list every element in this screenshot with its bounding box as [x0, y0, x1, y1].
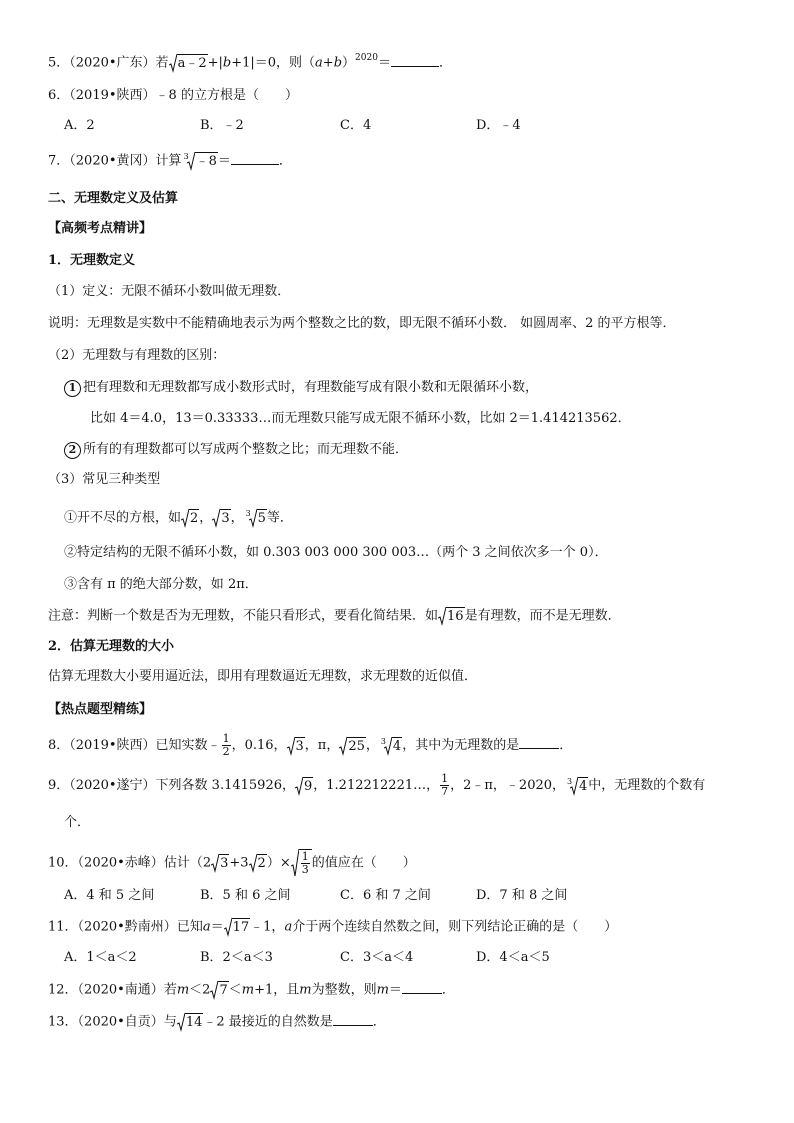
question-text: ﹣8 的立方根是（ ）	[155, 88, 298, 103]
option-b[interactable]: B．5 和 6 之间	[200, 888, 291, 903]
question-source: （2020•赤峰）	[77, 855, 164, 871]
question-5: 5．（2020•广东）若 a﹣2 +|b+1|＝0，则$(a+b)^{2020}=$ ．	[48, 52, 452, 71]
option-a[interactable]: A．2	[64, 118, 95, 133]
type-2: ②特定结构的无限不循环小数，如 0.303 003 000 300 003…（两个 3 之间依次多一个 0）．	[64, 545, 608, 560]
answer-blank[interactable]	[519, 736, 559, 749]
option-d[interactable]: D．7 和 8 之间	[476, 888, 568, 903]
exponent: 2020	[355, 52, 378, 63]
sqrt-expression: 3	[212, 508, 230, 528]
question-source: （2020•自贡）	[77, 1014, 164, 1030]
answer-blank[interactable]	[402, 981, 442, 994]
question-11: 11．（2020•黔南州）已知a＝ 17 ﹣1，a介于两个连续自然数之间，则下列结论正确的是（ ）	[48, 917, 617, 938]
option-c[interactable]: C．3＜a＜4	[340, 950, 414, 965]
question-10: 10．（2020•赤峰）估计（2 3 +3 2 ）× $\frac{1}{3}$ 的值应在（ ）	[48, 850, 416, 876]
sqrt-expression: 7	[210, 980, 228, 1000]
note: 注意：判断一个数是否为无理数，不能只看形式，要看化简结果．如 16 是有理数，而不是无理数．	[48, 606, 621, 627]
sqrt-expression: 14	[177, 1012, 204, 1032]
sqrt-expression: 3	[211, 853, 229, 873]
circled-number: 2	[64, 442, 81, 459]
cube-root-expression: 3 ﹣8	[183, 152, 217, 169]
fraction: $\frac{1}{7}$	[441, 772, 449, 798]
option-b[interactable]: B．﹣2	[200, 118, 244, 133]
fraction: $\frac{1}{2}$	[222, 732, 230, 758]
sqrt-expression: a﹣2	[169, 53, 208, 73]
sqrt-expression: 16	[438, 606, 465, 626]
question-number: 10．	[48, 855, 78, 871]
question-number: 6．	[48, 88, 70, 103]
question-text: 若	[155, 55, 169, 71]
question-source: （2020•遂宁）	[69, 778, 156, 793]
section-title: 二、无理数定义及估算	[48, 191, 179, 206]
sqrt-expression: 3	[287, 736, 305, 756]
type-1: ①开不尽的方根，如 2 ， 3 ， 3 5 等．	[64, 509, 293, 526]
circled-number: 1	[64, 380, 81, 397]
answer-blank[interactable]	[231, 152, 279, 165]
option-a[interactable]: A．1＜a＜2	[64, 950, 137, 965]
question-number: 11．	[48, 919, 78, 935]
explanation: 说明：无理数是实数中不能精确地表示为两个整数之比的数，即无限不循环小数． 如圆周率、2 的平方根等．	[48, 316, 676, 331]
sqrt-expression: 9	[295, 776, 313, 796]
cube-root-expression: 3 4	[380, 736, 402, 754]
question-9: 9．（2020•遂宁）下列各数 3.1415926， 9 ，1.212212221…， $\frac{1}{7}$ ，2﹣π，﹣2020， 3 4 中，无理数的个数有	[48, 772, 706, 798]
fraction: $\frac{1}{3}$	[301, 850, 309, 876]
cube-root-expression: 3 5	[245, 509, 266, 526]
question-12: 12．（2020•南通）若m＜2 7 ＜m+1，且m为整数，则m＝ ．	[48, 980, 455, 1001]
answer-blank[interactable]	[333, 1013, 373, 1026]
question-number: 7．	[48, 153, 70, 169]
question-number: 5．	[48, 55, 70, 71]
question-source: （2020•南通）	[77, 982, 164, 998]
sqrt-expression: 2	[249, 853, 267, 873]
option-d[interactable]: D．﹣4	[476, 118, 521, 133]
point-1: 1 把有理数和无理数都写成小数形式时，有理数能写成有限小数和无限循环小数，	[64, 378, 538, 398]
question-source: （2020•广东）	[69, 55, 156, 71]
type-3: ③含有 π 的绝大部分数，如 2π．	[64, 577, 258, 592]
subsection-label: 【热点题型精练】	[48, 702, 153, 717]
question-source: （2019•陕西）	[69, 88, 156, 103]
question-number: 8．	[48, 738, 70, 753]
point-2: 2 所有的有理数都可以写成两个整数之比；而无理数不能．	[64, 440, 408, 460]
estimation-text: 估算无理数大小要用逼近法，即用有理数逼近无理数，求无理数的近似值．	[48, 669, 478, 684]
sqrt-expression: 17	[224, 917, 251, 937]
sqrt-expression: 25	[339, 736, 366, 756]
question-6	[48, 86, 298, 106]
heading-2: 2．估算无理数的大小	[48, 639, 175, 654]
definition-1: （1）定义：无限不循环小数叫做无理数．	[48, 284, 291, 299]
option-a[interactable]: A．4 和 5 之间	[64, 888, 155, 903]
question-number: 12．	[48, 982, 78, 998]
definition-3: （3）常见三种类型	[48, 472, 161, 487]
option-c[interactable]: C．6 和 7 之间	[340, 888, 431, 903]
question-13: 13．（2020•自贡）与 14 ﹣2 最接近的自然数是 ．	[48, 1012, 386, 1033]
option-b[interactable]: B．2＜a＜3	[200, 950, 273, 965]
definition-2: （2）无理数与有理数的区别：	[48, 348, 226, 363]
option-c[interactable]: C．4	[340, 118, 372, 133]
heading-1: 1．无理数定义	[48, 253, 136, 268]
question-9-continued: 个．	[64, 815, 91, 830]
question-source: （2020•黄冈）	[69, 153, 156, 169]
question-8: 8．（2019•陕西）已知实数﹣ $\frac{1}{2}$ ，0.16， 3 ，π， 25 ， 3 4 ，其中为无理数的是 ．	[48, 732, 573, 758]
question-number: 13．	[48, 1014, 78, 1030]
point-1-continued: 比如 4＝4.0，13＝0.33333…而无理数只能写成无限不循环小数，比如 2＝1.414213562．	[90, 411, 631, 426]
question-number: 9．	[48, 778, 70, 793]
option-d[interactable]: D．4＜a＜5	[476, 950, 550, 965]
answer-blank[interactable]	[391, 54, 439, 67]
question-source: （2020•黔南州）	[77, 919, 177, 935]
question-7: 7．（2020•黄冈）计算 3 ﹣8 ＝ ．	[48, 152, 292, 169]
question-source: （2019•陕西）	[69, 738, 156, 753]
sqrt-expression: 2	[181, 508, 199, 528]
subsection-label: 【高频考点精讲】	[48, 221, 153, 236]
cube-root-expression: 3 4	[567, 776, 588, 794]
sqrt-fraction-expression	[291, 848, 312, 878]
